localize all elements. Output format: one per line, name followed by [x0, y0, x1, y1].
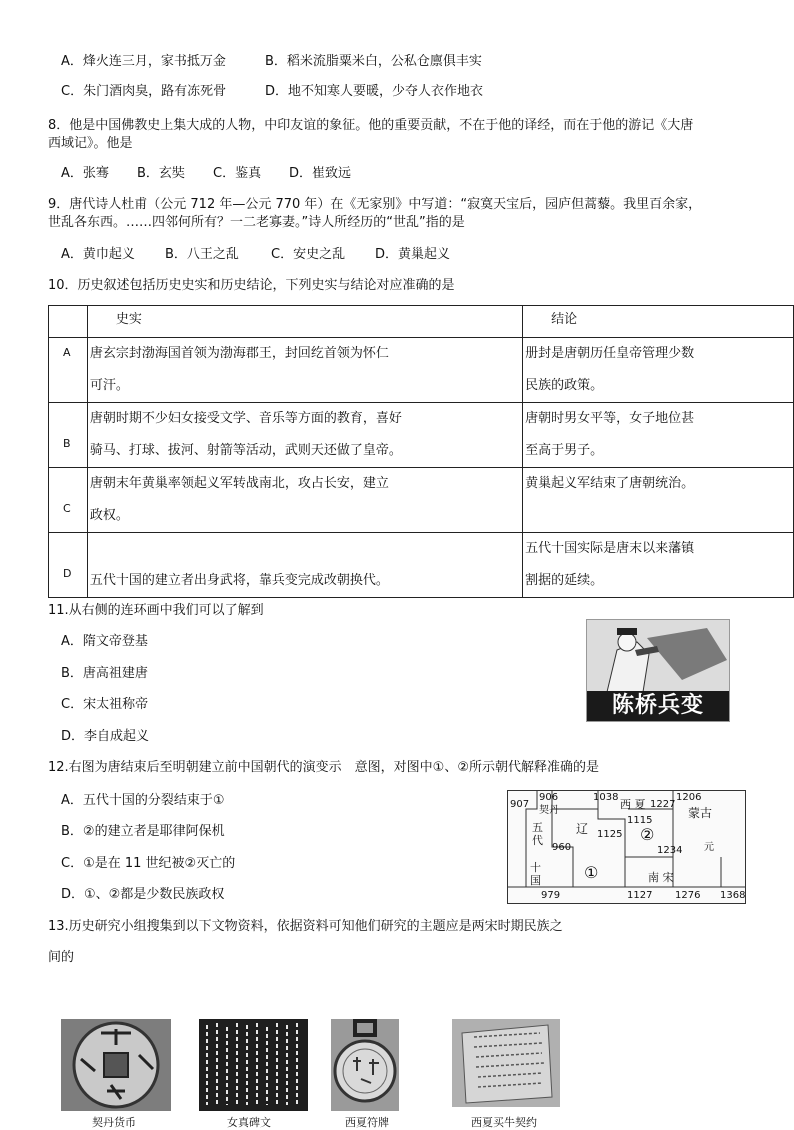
year-1115: 1115	[627, 815, 653, 826]
row-label: D	[49, 533, 88, 598]
year-1206: 1206	[676, 792, 702, 803]
conclusion-line: 至高于男子。	[525, 443, 604, 458]
artifact-stele-image	[199, 1019, 308, 1111]
table-row-a	[49, 338, 794, 403]
q12-stem: 12.右图为唐结束后至明朝建立前中国朝代的演变示 意图，对图中①、②所示朝代解释准确的是	[48, 760, 599, 775]
fact-line: 唐朝末年黄巢率领起义军转战南北，攻占长安，建立	[89, 476, 389, 491]
fact-line: 可汗。	[89, 378, 129, 393]
q8-stem-line1: 8．他是中国佛教史上集大成的人物，中印友谊的象征。他的重要贡献，不在于他的译经，而在于他的游记《大唐	[48, 118, 694, 133]
q8-option-c: C．鉴真	[213, 166, 262, 181]
q10-stem: 10．历史叙述包括历史史实和历史结论，下列史实与结论对应准确的是	[48, 278, 455, 293]
year-960: 960	[552, 842, 572, 853]
q12-option-b: B．②的建立者是耶律阿保机	[61, 824, 225, 839]
circle-2: ②	[640, 825, 655, 844]
token-drawing	[331, 1019, 399, 1111]
q9-stem-line2: 世乱各东西。……四邻何所有？一二老寡妻。”诗人所经历的“世乱”指的是	[48, 215, 465, 230]
year-1276: 1276	[675, 890, 701, 901]
caption-token: 西夏符牌	[345, 1116, 389, 1129]
history-table	[48, 305, 794, 598]
fact-line: 政权。	[89, 508, 129, 523]
q12-option-d: D．①、②都是少数民族政权	[61, 887, 225, 902]
q9-option-a: A．黄巾起义	[61, 247, 135, 262]
fact-line: 五代十国的建立者出身武将，靠兵变完成改朝换代。	[89, 573, 389, 588]
year-1227: 1227	[650, 799, 676, 810]
q8-option-b: B．玄奘	[137, 166, 185, 181]
q11-option-a: A．隋文帝登基	[61, 634, 148, 649]
q13-stem-line2: 间的	[48, 950, 75, 965]
conclusion-line: 唐朝时男女平等，女子地位甚	[525, 411, 695, 426]
q9-option-d: D．黄巢起义	[375, 247, 451, 262]
contract-drawing	[452, 1019, 560, 1107]
artifact-token-image	[331, 1019, 399, 1111]
row-label: A	[49, 338, 88, 403]
artifact-coin-image	[61, 1019, 171, 1111]
conclusion-line: 五代十国实际是唐末以来藩镇	[525, 541, 695, 556]
q7-option-b: B．稻米流脂粟米白，公私仓廪俱丰实	[265, 54, 482, 69]
conclusion-line: 民族的政策。	[525, 378, 604, 393]
coin-drawing	[61, 1019, 171, 1111]
circle-1: ①	[584, 863, 599, 882]
label-menggu: 蒙古	[688, 806, 713, 820]
q8-option-d: D．崔致远	[289, 166, 352, 181]
table-header-conclusion: 结论	[523, 306, 794, 338]
q13-stem-line1: 13.历史研究小组搜集到以下文物资料，依据资料可知他们研究的主题应是两宋时期民族之	[48, 919, 563, 934]
table-header-blank	[49, 306, 88, 338]
table-row-d	[49, 533, 794, 598]
q7-option-a: A．烽火连三月，家书抵万金	[61, 54, 226, 69]
fact-line: 唐玄宗封渤海国首领为渤海郡王，封回纥首领为怀仁	[89, 346, 389, 361]
year-979: 979	[541, 890, 561, 901]
year-1368: 1368	[720, 890, 746, 901]
q9-stem-line1: 9．唐代诗人杜甫（公元 712 年—公元 770 年）在《无家别》中写道：“寂寞天宝后，园庐但蒿藜。我里百余家，	[48, 197, 702, 212]
q8-option-a: A．张骞	[61, 166, 109, 181]
q7-option-c: C．朱门酒肉臭，路有冻死骨	[61, 84, 227, 99]
year-1125: 1125	[597, 829, 623, 840]
table-header-fact: 史实	[87, 306, 522, 338]
q11-option-d: D．李自成起义	[61, 729, 150, 744]
q8-stem-line2: 西域记》。他是	[48, 136, 133, 151]
conclusion-line: 割据的延续。	[525, 573, 604, 588]
q11-option-b: B．唐高祖建唐	[61, 666, 148, 681]
conclusion-line	[523, 500, 793, 532]
caption-coin: 契丹货币	[92, 1116, 136, 1129]
stele-drawing	[199, 1019, 308, 1111]
year-1127: 1127	[627, 890, 653, 901]
q9-option-c: C．安史之乱	[271, 247, 346, 262]
comic-title: 陈桥兵变	[587, 691, 729, 721]
conclusion-line: 册封是唐朝历任皇帝管理少数	[525, 346, 695, 361]
label-liao: 辽	[576, 822, 589, 836]
fact-line	[88, 533, 522, 565]
caption-contract: 西夏买牛契约	[471, 1116, 537, 1129]
label-wudai: 五代	[532, 821, 543, 847]
table-row-b	[49, 403, 794, 468]
row-label: C	[49, 468, 88, 533]
label-nansong: 南 宋	[648, 871, 674, 884]
artifact-contract-image	[452, 1019, 560, 1107]
year-907: 907	[510, 799, 530, 810]
label-qidan: 契丹	[539, 805, 559, 816]
comic-illustration	[586, 619, 730, 722]
year-1038: 1038	[593, 792, 619, 803]
label-yuan: 元	[704, 842, 714, 853]
year-906: 906	[539, 792, 559, 803]
q11-stem: 11.从右侧的连环画中我们可以了解到	[48, 603, 264, 618]
row-label: B	[49, 403, 88, 468]
conclusion-line: 黄巢起义军结束了唐朝统治。	[525, 476, 695, 491]
q11-option-c: C．宋太祖称帝	[61, 697, 149, 712]
label-shiguo: 十国	[530, 861, 541, 887]
label-xixia: 西 夏	[620, 798, 646, 811]
comic-figure-image	[587, 620, 729, 692]
fact-line: 骑马、打球、拔河、射箭等活动，武则天还做了皇帝。	[89, 443, 402, 458]
table-row-c	[49, 468, 794, 533]
dynasty-diagram	[507, 790, 746, 904]
caption-stele: 女真碑文	[227, 1116, 271, 1129]
q7-option-d: D．地不知寒人要暖，少夺人衣作地衣	[265, 84, 484, 99]
q12-option-c: C．①是在 11 世纪被②灭亡的	[61, 856, 236, 871]
year-1234: 1234	[657, 845, 683, 856]
q9-option-b: B．八王之乱	[165, 247, 239, 262]
fact-line: 唐朝时期不少妇女接受文学、音乐等方面的教育，喜好	[89, 411, 402, 426]
q12-option-a: A．五代十国的分裂结束于①	[61, 793, 225, 808]
